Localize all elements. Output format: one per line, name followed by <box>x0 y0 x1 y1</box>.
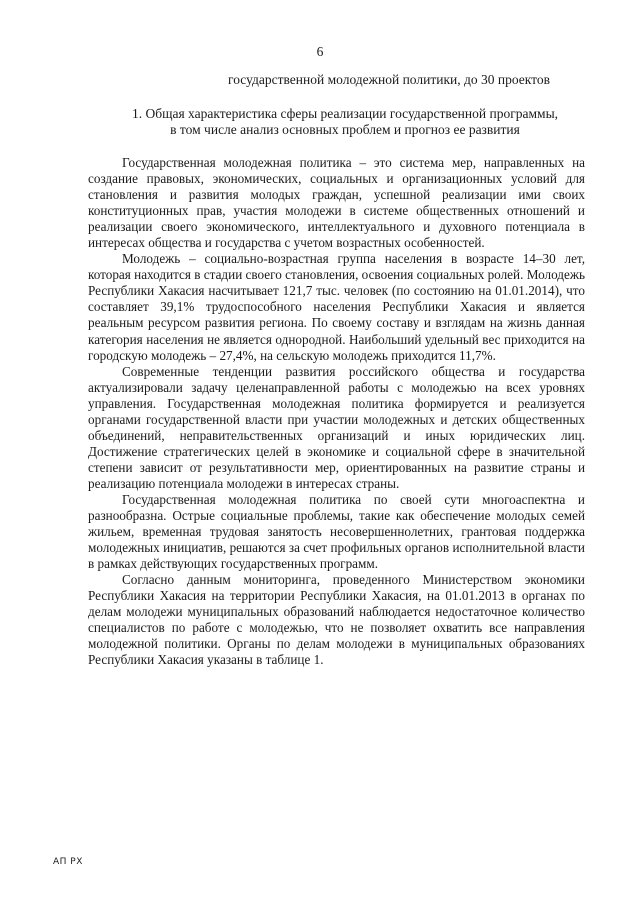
section-heading-line-1: 1. Общая характеристика сферы реализации государственной программы, <box>131 106 559 121</box>
page-number: 6 <box>316 44 324 59</box>
paragraph-modern-trends: Современные тенденции развития российского общества и государства актуализировали задачу целенаправленной работы с молодежью на всех уровнях управления. Государственная молодежная политика формируется и реализуется органами государственной власти при участии молодежных и детских общественных объединений, неправительственных организаций и иных юридических лиц. Достижение стратегических целей в экономике и социальной сфере в значительной степени зависит от результативности мер, ориентированных на развитие страны и реализацию потенциала молодежи в интересах страны. <box>88 363 585 491</box>
paragraph-youth-demographics: Молодежь – социально-возрастная группа населения в возрасте 14–30 лет, которая находится в стадии своего становления, освоения социальных ролей. Молодежь Республики Хакасия насчитывает 121,7 тыс. человек (по состоянию на 01.01.2014), что составляет 39,1% трудоспособного населения Республики Хакасия и является реальным ресурсом развития региона. По своему составу и взглядам на жизнь данная категория населения не является однородной. Наибольший удельный вес приходится на городскую молодежь – 27,4%, на сельскую молодежь приходится 11,7%. <box>88 251 585 363</box>
section-heading-line-2: в том числе анализ основных проблем и прогноз ее развития <box>170 122 520 137</box>
section-heading <box>90 106 600 138</box>
paragraph-monitoring-data: Согласно данным мониторинга, проведенного Министерством экономики Республики Хакасия на территории Республики Хакасия, на 01.01.2013 в органах по делам молодежи муниципальных образований наблюдается недостаточное количество специалистов по работе с молодежью, что не позволяет охватить все направления молодежной политики. Органы по делам молодежи в муниципальных образованиях Республики Хакасия указаны в таблице 1. <box>88 572 585 668</box>
document-body <box>88 155 585 669</box>
paragraph-multifaceted-policy: Государственная молодежная политика по своей сути многоаспектна и разнообразна. Острые социальные проблемы, такие как обеспечение молодых семей жильем, временная трудовая занятость несовершеннолетних, грантовая поддержка молодежных инициатив, решаются за счет профильных органов исполнительной власти в рамках действующих государственных программ. <box>88 491 585 572</box>
footer-mark: АП РХ <box>53 857 83 867</box>
continuation-line: государственной молодежной политики, до 30 проектов <box>228 72 550 87</box>
paragraph-youth-policy-definition: Государственная молодежная политика – это система мер, направленных на создание правовых, экономических, социальных и организационных условий для становления и развития молодых граждан, успешной реализации ими своих конституционных прав, участия молодежи в системе общественных отношений и реализации своего экономического, интеллектуального и духовного потенциала в интересах общества и государства с учетом возрастных особенностей. <box>88 155 585 251</box>
